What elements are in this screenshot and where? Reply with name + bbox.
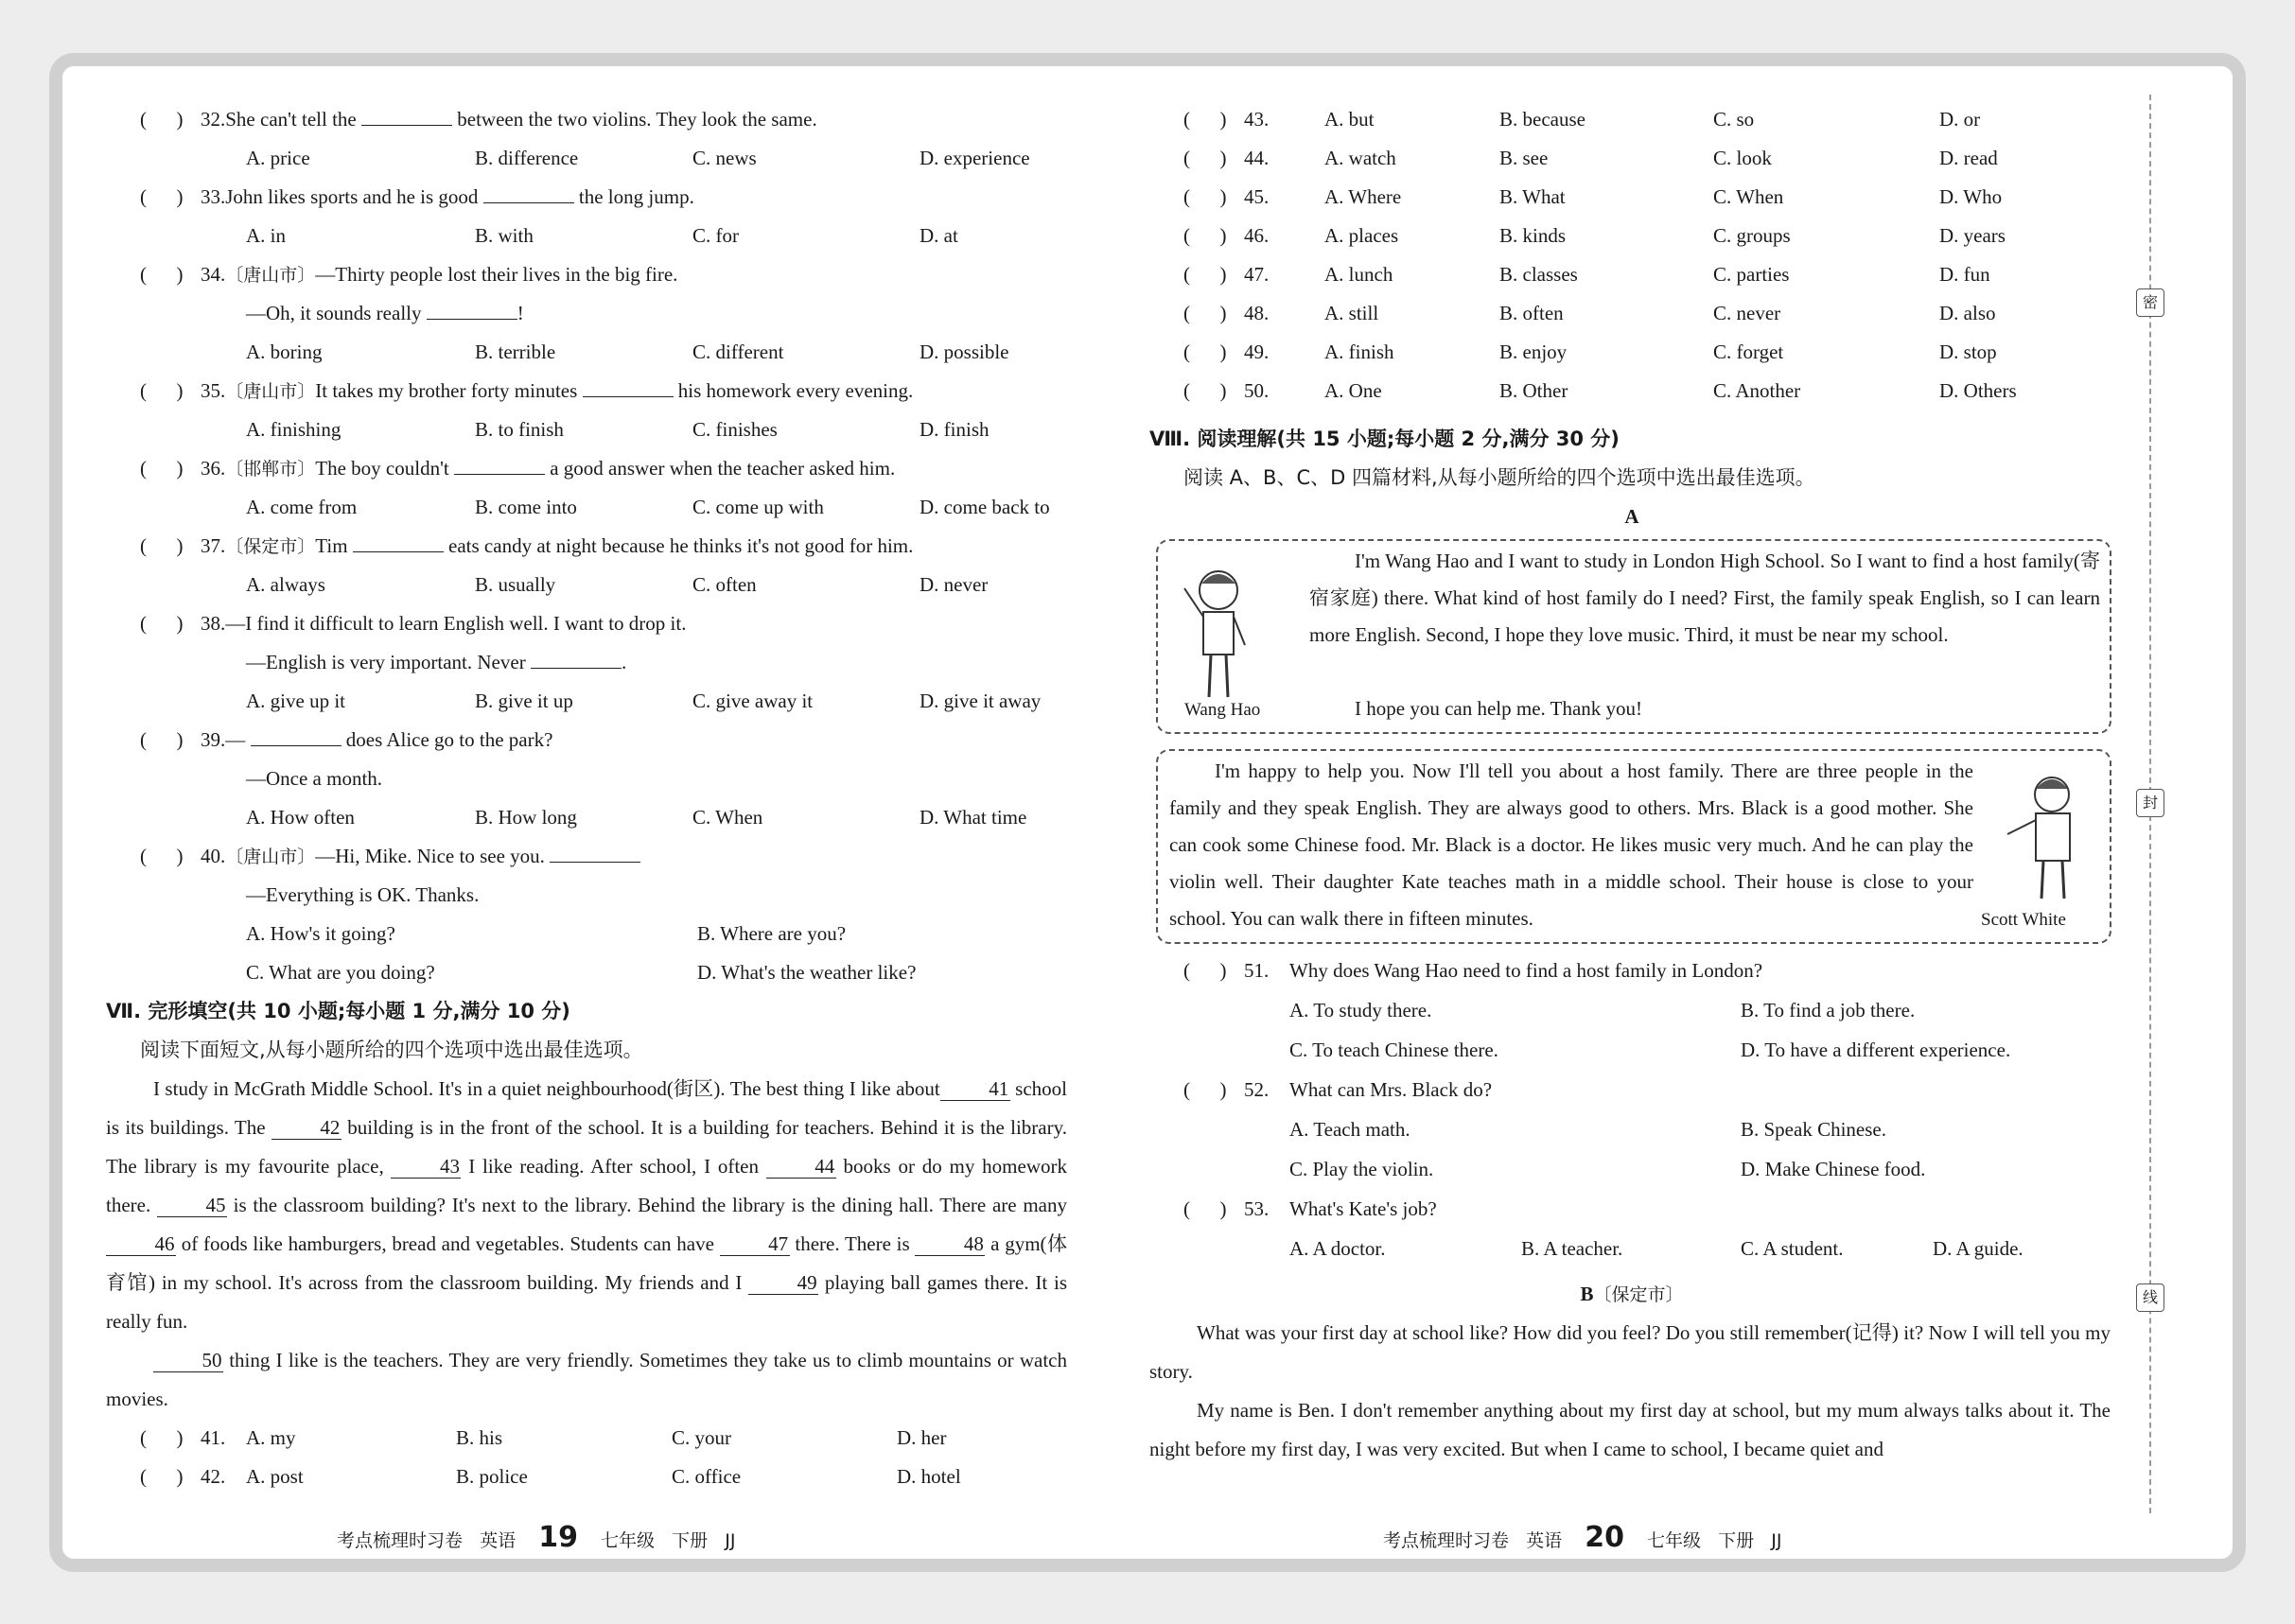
option: A. How often bbox=[246, 806, 355, 829]
footer-edition: JJ bbox=[725, 1530, 736, 1551]
option: A. Teach math. bbox=[1289, 1118, 1410, 1141]
stem-text: The boy couldn't bbox=[315, 457, 449, 480]
question-row bbox=[106, 410, 1071, 449]
footer-subject: 英语 bbox=[480, 1530, 517, 1551]
answer-paren[interactable]: ( ) bbox=[1183, 341, 1227, 363]
option: C. When bbox=[692, 806, 763, 829]
passage-text: is the classroom building? It's next to the library. Behind the library is the dining hall. There are many bbox=[226, 1194, 1067, 1216]
question-stem: What's Kate's job? bbox=[1289, 1197, 1437, 1220]
option: B. give it up bbox=[475, 690, 573, 712]
option: B. to finish bbox=[475, 418, 564, 441]
question-row bbox=[1149, 333, 2114, 372]
stem-text: —Hi, Mike. Nice to see you. bbox=[315, 845, 545, 867]
section-title: Ⅷ. 阅读理解(共 15 小题;每小题 2 分,满分 30 分) bbox=[1149, 428, 1620, 450]
option: D. at bbox=[920, 224, 958, 247]
question-number: 35. bbox=[201, 379, 226, 402]
question-number: 36. bbox=[201, 457, 226, 480]
question-row bbox=[1149, 420, 2114, 459]
passage-heading: B bbox=[1580, 1283, 1594, 1305]
answer-paren[interactable]: ( ) bbox=[140, 1465, 184, 1488]
question-number: 43. bbox=[1244, 108, 1270, 131]
answer-paren[interactable]: ( ) bbox=[140, 845, 184, 867]
stem-line-2 bbox=[246, 876, 479, 915]
letter-text-2 bbox=[1355, 690, 1642, 727]
question-row bbox=[106, 992, 1071, 1031]
stem-text: —I find it difficult to learn English well. I want to drop it. bbox=[225, 612, 687, 635]
answer-paren[interactable]: ( ) bbox=[1183, 959, 1227, 982]
question-row bbox=[106, 372, 1071, 410]
option: B. difference bbox=[475, 147, 579, 169]
option: B. What bbox=[1499, 185, 1566, 208]
option: A. finishing bbox=[246, 418, 342, 441]
question-stem bbox=[201, 837, 640, 877]
question-row bbox=[106, 721, 1071, 760]
question-row bbox=[106, 1458, 1071, 1496]
option: D. A guide. bbox=[1933, 1237, 2023, 1260]
cloze-passage-2 bbox=[106, 1341, 1067, 1419]
option: D. experience bbox=[920, 147, 1030, 169]
option: A. finish bbox=[1324, 341, 1394, 363]
option: A. places bbox=[1324, 224, 1399, 247]
question-row bbox=[106, 604, 1071, 643]
option: B. Where are you? bbox=[697, 922, 847, 945]
answer-paren[interactable]: ( ) bbox=[1183, 224, 1227, 247]
letter-closing: I hope you can help me. Thank you! bbox=[1355, 697, 1643, 720]
question-row bbox=[106, 488, 1071, 527]
option: B. Speak Chinese. bbox=[1741, 1118, 1886, 1141]
question-row bbox=[106, 1031, 1071, 1070]
question-row bbox=[106, 566, 1071, 604]
letter-box-scott-white bbox=[1156, 749, 2111, 944]
question-row bbox=[1149, 1031, 2114, 1070]
question-row bbox=[1149, 1110, 2114, 1149]
option: A. give up it bbox=[246, 690, 345, 712]
question-stem bbox=[201, 178, 694, 217]
character-name: Scott White bbox=[1981, 910, 2066, 930]
question-number: 42. bbox=[201, 1465, 226, 1488]
answer-paren[interactable]: ( ) bbox=[140, 728, 184, 751]
question-row bbox=[106, 760, 1071, 798]
passage-text: books or do my homework there. bbox=[106, 1155, 1067, 1216]
question-row bbox=[106, 798, 1071, 837]
stem-line-end: . bbox=[621, 651, 627, 673]
question-stem bbox=[201, 527, 913, 567]
answer-paren[interactable]: ( ) bbox=[1183, 379, 1227, 402]
question-number: 50. bbox=[1244, 379, 1270, 402]
answer-paren[interactable]: ( ) bbox=[140, 1426, 184, 1449]
question-row bbox=[106, 255, 1071, 294]
region-tag: 〔邯郸市〕 bbox=[225, 460, 316, 480]
cloze-blank: 49 bbox=[748, 1271, 818, 1295]
option: B. Other bbox=[1499, 379, 1568, 402]
letter-text bbox=[1309, 543, 2100, 654]
answer-paren[interactable]: ( ) bbox=[140, 612, 184, 635]
option: D. Who bbox=[1939, 185, 2003, 208]
question-stem bbox=[201, 604, 686, 643]
stem-text-2: his homework every evening. bbox=[677, 379, 914, 402]
footer-grade: 七年级 bbox=[1647, 1530, 1702, 1551]
passage-b-p1 bbox=[1149, 1314, 2111, 1391]
option: D. hotel bbox=[897, 1465, 961, 1488]
question-number: 40. bbox=[201, 845, 226, 867]
question-row bbox=[106, 139, 1071, 178]
question-row bbox=[1149, 372, 2114, 410]
stem-text: —Thirty people lost their lives in the big fire. bbox=[315, 263, 678, 286]
option: A. always bbox=[246, 573, 325, 596]
option: B. see bbox=[1499, 147, 1549, 169]
option: A. price bbox=[246, 147, 310, 169]
cloze-blank: 43 bbox=[391, 1155, 461, 1179]
question-row bbox=[1149, 255, 2114, 294]
option: C. often bbox=[692, 573, 757, 596]
option: C. Another bbox=[1713, 379, 1801, 402]
option: C. never bbox=[1713, 302, 1781, 324]
letter-box-wang-hao bbox=[1156, 539, 2111, 734]
option: B. his bbox=[456, 1426, 503, 1449]
question-number: 48. bbox=[1244, 302, 1270, 324]
question-number: 37. bbox=[201, 534, 226, 557]
question-row bbox=[1149, 952, 2114, 990]
question-row bbox=[106, 876, 1071, 915]
option: C. Play the violin. bbox=[1289, 1158, 1434, 1180]
option: D. What time bbox=[920, 806, 1027, 829]
answer-paren[interactable]: ( ) bbox=[140, 185, 184, 208]
passage-text: building is in the front of the school. It is a building for teachers. Behind it is the library. The library is my favourite place, bbox=[106, 1116, 1067, 1178]
footer-series: 考点梳理时习卷 bbox=[1383, 1530, 1510, 1551]
question-stem bbox=[201, 100, 817, 139]
question-row bbox=[1149, 139, 2114, 178]
man-illustration bbox=[2000, 768, 2094, 900]
answer-paren[interactable]: ( ) bbox=[1183, 263, 1227, 286]
question-row bbox=[1149, 294, 2114, 333]
passage-text: of foods like hamburgers, bread and vegetables. Students can have bbox=[176, 1232, 720, 1255]
stem-text-2: the long jump. bbox=[578, 185, 694, 208]
option: B. come into bbox=[475, 496, 577, 518]
answer-blank bbox=[583, 378, 674, 397]
passage-text: I study in McGrath Middle School. It's in a quiet neighbourhood(街区). The best thing I like about bbox=[153, 1077, 940, 1100]
footer-right bbox=[1383, 1521, 1782, 1554]
page-number: 20 bbox=[1585, 1521, 1624, 1554]
question-number: 49. bbox=[1244, 341, 1270, 363]
stem-line-text: —English is very important. Never bbox=[246, 651, 526, 673]
option: A. One bbox=[1324, 379, 1382, 402]
answer-paren[interactable]: ( ) bbox=[1183, 185, 1227, 208]
answer-paren[interactable]: ( ) bbox=[140, 534, 184, 557]
character-name: Wang Hao bbox=[1184, 700, 1261, 720]
answer-paren[interactable]: ( ) bbox=[1183, 1078, 1227, 1101]
question-number: 46. bbox=[1244, 224, 1270, 247]
question-number: 47. bbox=[1244, 263, 1270, 286]
cloze-blank: 50 bbox=[153, 1349, 223, 1372]
option: D. come back to bbox=[920, 496, 1050, 518]
letter-body: I'm Wang Hao and I want to study in London High School. So I want to find a host family(寄宿家庭) there. What kind of host family do I need? First, the family speak English, so I can learn more English. Second, I hope they love music. Third, it must be near my school. bbox=[1309, 550, 2100, 646]
stem-line-text: —Everything is OK. Thanks. bbox=[246, 883, 480, 906]
option: C. for bbox=[692, 224, 739, 247]
footer-term: 下册 bbox=[1718, 1530, 1755, 1551]
option: C. forget bbox=[1713, 341, 1784, 363]
answer-blank bbox=[427, 301, 517, 320]
option: D. never bbox=[920, 573, 989, 596]
stem-line-text: —Once a month. bbox=[246, 767, 383, 790]
stem-text-2: does Alice go to the park? bbox=[345, 728, 553, 751]
option: D. her bbox=[897, 1426, 947, 1449]
section-instruction: 阅读 A、B、C、D 四篇材料,从每小题所给的四个选项中选出最佳选项。 bbox=[1183, 466, 1815, 489]
stem-text: — bbox=[225, 728, 246, 751]
question-stem bbox=[201, 721, 552, 760]
option: C. news bbox=[692, 147, 757, 169]
stem-line-2 bbox=[246, 643, 626, 682]
answer-paren[interactable]: ( ) bbox=[1183, 302, 1227, 324]
passage-text: I like reading. After school, I often bbox=[461, 1155, 766, 1178]
option: A. Where bbox=[1324, 185, 1402, 208]
section-instruction: 阅读下面短文,从每小题所给的四个选项中选出最佳选项。 bbox=[140, 1039, 643, 1061]
cloze-blank: 46 bbox=[106, 1232, 176, 1256]
cloze-passage bbox=[106, 1070, 1067, 1341]
question-number: 39. bbox=[201, 728, 226, 751]
question-number: 45. bbox=[1244, 185, 1270, 208]
cloze-blank: 42 bbox=[272, 1116, 342, 1140]
question-row bbox=[106, 953, 1071, 992]
stem-line-text: —Oh, it sounds really bbox=[246, 302, 422, 324]
option: D. stop bbox=[1939, 341, 1997, 363]
option: C. A student. bbox=[1741, 1237, 1844, 1260]
question-row bbox=[106, 915, 1071, 953]
option: A. boring bbox=[246, 341, 323, 363]
question-row bbox=[1149, 991, 2114, 1030]
region-tag: 〔唐山市〕 bbox=[225, 382, 316, 402]
stem-line-end: ! bbox=[517, 302, 524, 324]
option: C. groups bbox=[1713, 224, 1791, 247]
answer-blank bbox=[483, 184, 574, 203]
cloze-blank: 47 bbox=[720, 1232, 790, 1256]
region-tag: 〔保定市〕 bbox=[1593, 1285, 1684, 1305]
question-number: 38. bbox=[201, 612, 226, 635]
section-title: Ⅶ. 完形填空(共 10 小题;每小题 1 分,满分 10 分) bbox=[106, 1000, 570, 1022]
question-row bbox=[106, 294, 1071, 333]
option: C. To teach Chinese there. bbox=[1289, 1039, 1498, 1061]
stem-text-2: between the two violins. They look the same. bbox=[457, 108, 817, 131]
option: C. your bbox=[672, 1426, 731, 1449]
passage-text: school is its buildings. The bbox=[106, 1077, 1068, 1139]
passage-heading: A bbox=[1624, 505, 1639, 528]
question-row bbox=[1149, 1071, 2114, 1109]
cloze-blank: 48 bbox=[915, 1232, 985, 1256]
option: D. finish bbox=[920, 418, 990, 441]
reply-text bbox=[1169, 753, 1973, 937]
question-number: 52. bbox=[1244, 1078, 1270, 1101]
option: C. parties bbox=[1713, 263, 1790, 286]
option: B. kinds bbox=[1499, 224, 1567, 247]
option: D. read bbox=[1939, 147, 1998, 169]
answer-blank bbox=[550, 844, 640, 863]
option: C. What are you doing? bbox=[246, 961, 435, 984]
option: A. come from bbox=[246, 496, 358, 518]
passage-text: thing I like is the teachers. They are very friendly. Sometimes they take us to climb mountains or watch movies. bbox=[106, 1349, 1067, 1410]
option: A. How's it going? bbox=[246, 922, 395, 945]
option: A. but bbox=[1324, 108, 1375, 131]
option: A. lunch bbox=[1324, 263, 1393, 286]
stem-text-2: a good answer when the teacher asked him. bbox=[550, 457, 896, 480]
option: A. my bbox=[246, 1426, 296, 1449]
option: A. in bbox=[246, 224, 286, 247]
answer-paren[interactable]: ( ) bbox=[1183, 147, 1227, 169]
seal-mark-xian: 线 bbox=[2136, 1283, 2164, 1312]
answer-blank bbox=[353, 533, 444, 552]
question-row bbox=[106, 1419, 1071, 1458]
answer-paren[interactable]: ( ) bbox=[140, 108, 184, 131]
footer-subject: 英语 bbox=[1526, 1530, 1563, 1551]
question-number: 53. bbox=[1244, 1197, 1270, 1220]
option: D. Make Chinese food. bbox=[1741, 1158, 1926, 1180]
option: D. Others bbox=[1939, 379, 2017, 402]
option: C. office bbox=[672, 1465, 742, 1488]
option: D. give it away bbox=[920, 690, 1042, 712]
option: B. enjoy bbox=[1499, 341, 1568, 363]
question-stem bbox=[201, 372, 913, 411]
question-row bbox=[1149, 217, 2114, 255]
question-stem bbox=[201, 255, 677, 295]
passage-text: there. There is bbox=[789, 1232, 916, 1255]
question-stem: Why does Wang Hao need to find a host family in London? bbox=[1289, 959, 1763, 982]
page-number: 19 bbox=[538, 1521, 578, 1554]
option: A. still bbox=[1324, 302, 1379, 324]
footer-edition: JJ bbox=[1771, 1530, 1782, 1551]
passage-text: a gym(体育馆) in my school. It's across from the classroom building. My friends and I bbox=[106, 1232, 1068, 1294]
footer-grade: 七年级 bbox=[601, 1530, 656, 1551]
option: C. so bbox=[1713, 108, 1755, 131]
answer-blank bbox=[454, 456, 545, 475]
option: A. A doctor. bbox=[1289, 1237, 1386, 1260]
question-number: 34. bbox=[201, 263, 226, 286]
option: B. How long bbox=[475, 806, 577, 829]
option: A. To study there. bbox=[1289, 999, 1432, 1022]
question-row bbox=[1149, 1230, 2114, 1268]
cloze-blank: 41 bbox=[940, 1077, 1010, 1101]
region-tag: 〔唐山市〕 bbox=[225, 266, 316, 286]
option: A. post bbox=[246, 1465, 304, 1488]
question-row bbox=[106, 449, 1071, 488]
boy-illustration bbox=[1171, 560, 1266, 702]
option: B. terrible bbox=[475, 341, 556, 363]
question-row bbox=[106, 178, 1071, 217]
option: D. years bbox=[1939, 224, 2006, 247]
stem-text: Tim bbox=[315, 534, 348, 557]
option: C. finishes bbox=[692, 418, 778, 441]
passage-heading-b bbox=[1149, 1275, 2114, 1315]
option: D. What's the weather like? bbox=[697, 961, 917, 984]
option: C. different bbox=[692, 341, 784, 363]
passage-text: playing ball games there. It is really fun. bbox=[106, 1271, 1067, 1333]
option: D. fun bbox=[1939, 263, 1990, 286]
option: A. watch bbox=[1324, 147, 1396, 169]
region-tag: 〔保定市〕 bbox=[225, 537, 316, 557]
region-tag: 〔唐山市〕 bbox=[225, 847, 316, 867]
stem-text: She can't tell the bbox=[225, 108, 357, 131]
footer-term: 下册 bbox=[672, 1530, 709, 1551]
answer-paren[interactable]: ( ) bbox=[140, 379, 184, 402]
option: B. classes bbox=[1499, 263, 1578, 286]
option: B. often bbox=[1499, 302, 1564, 324]
option: B. To find a job there. bbox=[1741, 999, 1916, 1022]
answer-blank bbox=[361, 107, 452, 126]
question-row bbox=[1149, 1190, 2114, 1229]
answer-paren[interactable]: ( ) bbox=[1183, 1197, 1227, 1220]
seal-mark-mi: 密 bbox=[2136, 288, 2164, 317]
stem-text: It takes my brother forty minutes bbox=[315, 379, 578, 402]
option: C. look bbox=[1713, 147, 1772, 169]
option: C. give away it bbox=[692, 690, 814, 712]
question-number: 32. bbox=[201, 108, 226, 131]
question-row bbox=[1149, 498, 2114, 536]
stem-line-2 bbox=[246, 760, 382, 798]
question-row bbox=[106, 217, 1071, 255]
question-row bbox=[1149, 459, 2114, 498]
cloze-blank: 44 bbox=[766, 1155, 836, 1179]
question-row bbox=[106, 100, 1071, 139]
option: C. come up with bbox=[692, 496, 824, 518]
question-number: 44. bbox=[1244, 147, 1270, 169]
question-row bbox=[1149, 1275, 2114, 1314]
option: D. To have a different experience. bbox=[1741, 1039, 2011, 1061]
stem-text-2: eats candy at night because he thinks it's not good for him. bbox=[448, 534, 914, 557]
question-row bbox=[1149, 100, 2114, 139]
seal-mark-feng: 封 bbox=[2136, 789, 2164, 817]
option: D. possible bbox=[920, 341, 1009, 363]
option: B. A teacher. bbox=[1521, 1237, 1623, 1260]
question-row bbox=[1149, 178, 2114, 217]
option: B. police bbox=[456, 1465, 528, 1488]
answer-paren[interactable]: ( ) bbox=[1183, 108, 1227, 131]
reply-body: I'm happy to help you. Now I'll tell you about a host family. There are three people in the family and they speak English. They are always good to others. Mrs. Black is a good mother. She can cook some Chinese food. Mr. Black is a doctor. He likes music very much. And he can play the violin well. Their daughter Kate teaches math in a middle school. Their house is close to your school. You can walk there in fifteen minutes. bbox=[1169, 760, 1973, 930]
question-number: 51. bbox=[1244, 959, 1270, 982]
passage-text: My name is Ben. I don't remember anything about my first day at school, but my mum always talks about it. The night before my first day, I was very excited. But when I came to school, I became quiet and bbox=[1149, 1399, 2111, 1460]
passage-b-p2 bbox=[1149, 1391, 2111, 1469]
option: C. When bbox=[1713, 185, 1784, 208]
question-row bbox=[1149, 1150, 2114, 1189]
stem-text: John likes sports and he is good bbox=[225, 185, 479, 208]
footer-left bbox=[337, 1521, 736, 1554]
question-number: 33. bbox=[201, 185, 226, 208]
stem-line-2 bbox=[246, 294, 524, 333]
cloze-blank: 45 bbox=[157, 1194, 227, 1217]
question-stem: What can Mrs. Black do? bbox=[1289, 1078, 1493, 1101]
question-row bbox=[106, 643, 1071, 682]
question-number: 41. bbox=[201, 1426, 226, 1449]
question-row bbox=[106, 527, 1071, 566]
passage-text: What was your first day at school like? How did you feel? Do you still remember(记得) it? Now I will tell you my story. bbox=[1149, 1321, 2111, 1383]
answer-paren[interactable]: ( ) bbox=[140, 263, 184, 286]
option: B. usually bbox=[475, 573, 556, 596]
answer-blank bbox=[531, 650, 622, 669]
question-row bbox=[106, 333, 1071, 372]
footer-series: 考点梳理时习卷 bbox=[337, 1530, 464, 1551]
option: B. with bbox=[475, 224, 534, 247]
answer-blank bbox=[251, 727, 342, 746]
option: D. also bbox=[1939, 302, 1996, 324]
option: B. because bbox=[1499, 108, 1585, 131]
question-stem bbox=[201, 449, 895, 489]
question-row bbox=[106, 837, 1071, 876]
question-row bbox=[106, 682, 1071, 721]
answer-paren[interactable]: ( ) bbox=[140, 457, 184, 480]
option: D. or bbox=[1939, 108, 1981, 131]
